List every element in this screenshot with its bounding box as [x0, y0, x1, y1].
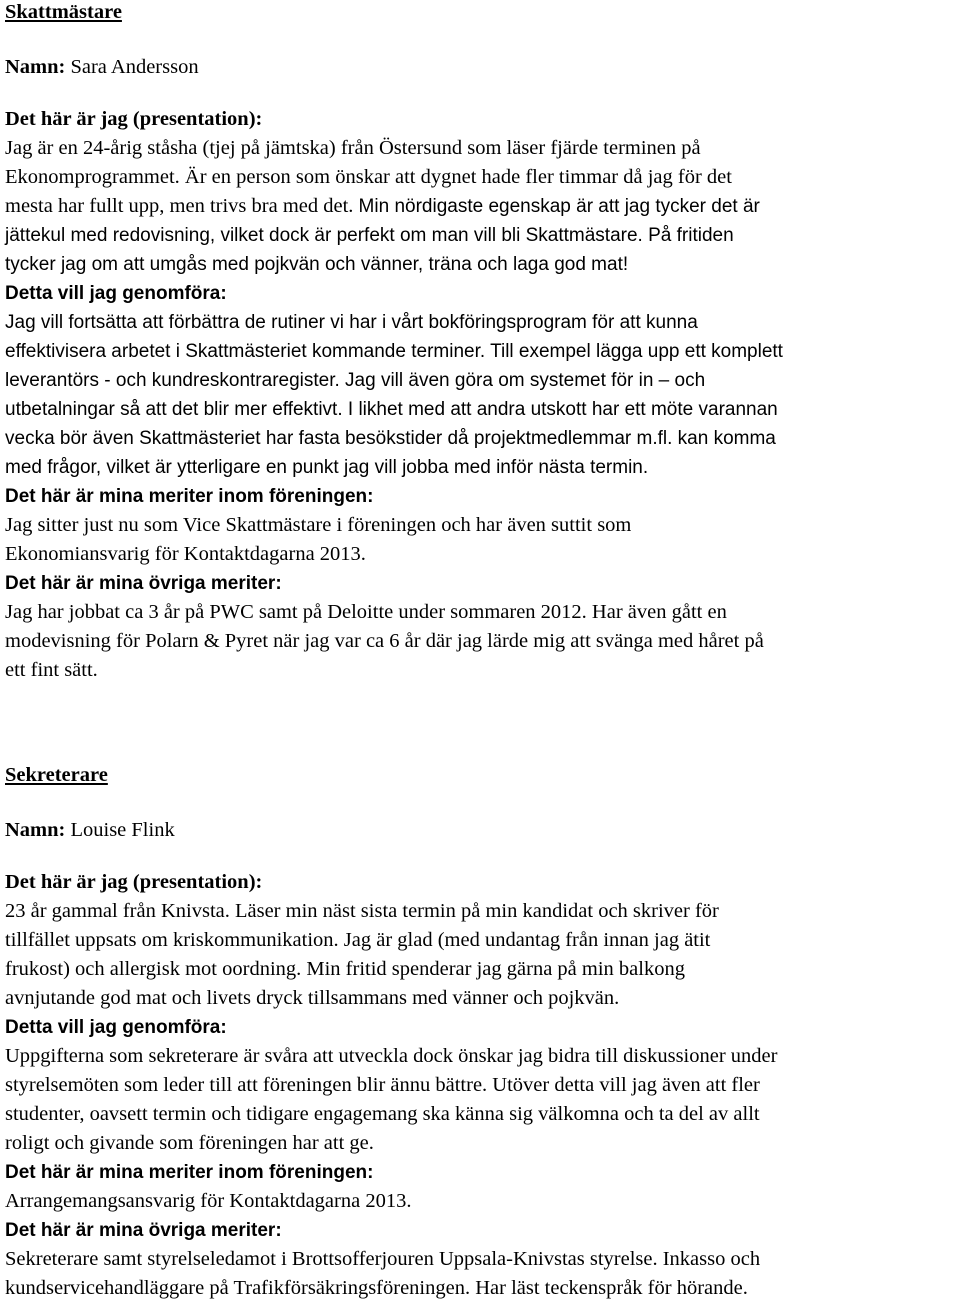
goals-line: studenter, oavsett termin och tidigare engagemang ska känna sig välkomna och ta del av allt	[5, 1103, 760, 1125]
other-merits-line: kundservicehandläggare på Trafikförsäkringsföreningen. Har läst teckenspråk för hörande.	[5, 1277, 748, 1299]
goals-line: leverantörs - och kundreskontraregister. Jag vill även göra om systemet för in – och	[5, 370, 706, 391]
presentation-heading: Det här är jag (presentation):	[5, 871, 263, 893]
goals-line: utbetalningar så att det blir mer effektivt. I likhet med att andra utskott har ett möte varannan	[5, 399, 778, 420]
merits-line: Jag sitter just nu som Vice Skattmästare i föreningen och har även suttit som	[5, 514, 632, 536]
presentation-line: mesta har fullt upp, men trivs bra med det. Min nördigaste egenskap är att jag tycker det är	[5, 195, 760, 217]
merits-heading: Det här är mina meriter inom föreningen:	[5, 486, 374, 507]
presentation-line: tillfället uppsats om kriskommunikation. Jag är glad (med undantag från innan jag ätit	[5, 929, 711, 951]
goals-line: Uppgifterna som sekreterare är svåra att utveckla dock önskar jag bidra till diskussioner under	[5, 1045, 778, 1067]
other-merits-line: modevisning för Polarn & Pyret när jag var ca 6 år där jag lärde mig att svänga med håret på	[5, 630, 764, 652]
presentation-line: avnjutande god mat och livets dryck tillsammans med vänner och pojkvän.	[5, 987, 620, 1009]
other-merits-line: Jag har jobbat ca 3 år på PWC samt på Deloitte under sommaren 2012. Har även gått en	[5, 601, 727, 623]
name-value: Sara Andersson	[70, 56, 199, 78]
name-label: Namn:	[5, 819, 66, 841]
goals-line: med frågor, vilket är ytterligare en punkt jag vill jobba med inför nästa termin.	[5, 457, 649, 478]
other-merits-heading: Det här är mina övriga meriter:	[5, 1220, 282, 1241]
document-page	[5, 0, 955, 1303]
goals-heading: Detta vill jag genomföra:	[5, 283, 227, 304]
presentation-line: Ekonomprogrammet. Är en person som önskar att dygnet hade fler timmar då jag för det	[5, 166, 732, 188]
presentation-line: tycker jag om att umgås med pojkvän och vänner, träna och laga god mat!	[5, 254, 629, 275]
merits-line: Ekonomiansvarig för Kontaktdagarna 2013.	[5, 543, 366, 565]
section-sekreterare	[5, 763, 955, 1303]
section-title: Sekreterare	[5, 764, 108, 786]
goals-heading: Detta vill jag genomföra:	[5, 1017, 227, 1038]
other-merits-line: ett fint sätt.	[5, 659, 98, 681]
presentation-line: jättekul med redovisning, vilket dock är perfekt om man vill bli Skattmästare. På fritiden	[5, 225, 734, 246]
section-title: Skattmästare	[5, 1, 122, 23]
presentation-heading: Det här är jag (presentation):	[5, 108, 263, 130]
name-label: Namn:	[5, 56, 66, 78]
goals-line: styrelsemöten som leder till att föreningen blir ännu bättre. Utöver detta vill jag även att fler	[5, 1074, 760, 1096]
goals-line: vecka bör även Skattmästeriet har fasta besökstider då projektmedlemmar m.fl. kan komma	[5, 428, 776, 449]
merits-line: Arrangemangsansvarig för Kontaktdagarna 2013.	[5, 1190, 412, 1212]
name-value: Louise Flink	[70, 819, 175, 841]
goals-line: effektivisera arbetet i Skattmästeriet kommande terminer. Till exempel lägga upp ett komplett	[5, 341, 783, 362]
presentation-line: Jag är en 24-årig ståsha (tjej på jämtska) från Östersund som läser fjärde terminen på	[5, 137, 701, 159]
name-row	[5, 53, 955, 82]
merits-heading: Det här är mina meriter inom föreningen:	[5, 1162, 374, 1183]
other-merits-line: Sekreterare samt styrelseledamot i Brottsofferjouren Uppsala-Knivstas styrelse. Inkasso och	[5, 1248, 761, 1270]
goals-line: roligt och givande som föreningen har att ge.	[5, 1132, 374, 1154]
presentation-line: frukost) och allergisk mot oordning. Min fritid spenderar jag gärna på min balkong	[5, 958, 685, 980]
section-skattmastare	[5, 0, 955, 685]
presentation-line: 23 år gammal från Knivsta. Läser min näst sista termin på min kandidat och skriver för	[5, 900, 719, 922]
goals-line: Jag vill fortsätta att förbättra de rutiner vi har i vårt bokföringsprogram för att kunna	[5, 312, 698, 333]
other-merits-heading: Det här är mina övriga meriter:	[5, 573, 282, 594]
name-row	[5, 816, 955, 845]
